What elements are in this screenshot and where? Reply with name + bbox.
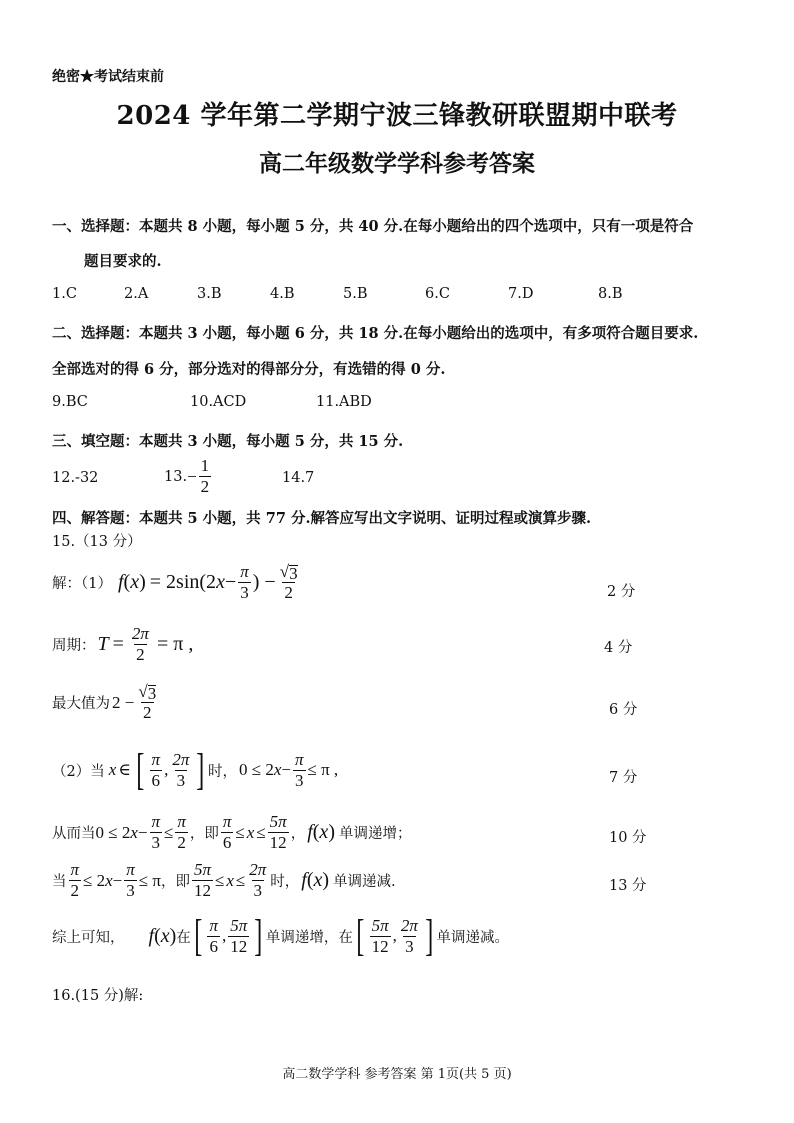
radicand: 3 [147,684,157,703]
fraction: √ 3 2 [138,682,157,722]
radicand: 3 [289,564,298,583]
text: 时， [270,874,300,890]
fraction [293,750,306,791]
answer-6: 6.C [425,286,450,302]
denominator: 3 [405,936,414,956]
numerator: π [151,749,161,769]
text: 单调递减。 [436,929,510,946]
step-label: 最大值为 [52,696,110,712]
denominator: 3 [151,833,160,852]
page-title: 2024 学年第二学期宁波三锋教研联盟期中联考 [116,101,678,131]
fraction [192,860,213,901]
answer-8: 8.B [598,286,623,302]
q15-line4: （2）当 x ∈ [ $\frac{\pi}{6}$ , $\frac{2\pi}{3}$ ] 时， 0 ≤ 2 x − $\frac{\pi}{3}$ ≤ π , [52,745,339,794]
func-f: f [117,571,124,593]
var-x: x [108,760,117,779]
fraction [170,750,191,791]
denominator: 12 [269,833,287,852]
denominator: 12 [193,881,211,900]
numerator: π [209,915,218,935]
text: 单调递增，在 [265,929,353,946]
numerator: π [151,812,161,831]
q15-line6: 当 $\frac{\pi}{2}$ ≤ 2 x − $\frac{\pi}{3}$ ≤ π ，即 $\frac{5\pi}{12}$ ≤ x ≤ $\frac{2\pi}{3}$ 时， f ( x ) 单调递减. [52,860,396,900]
numerator: 2π [400,915,418,935]
denominator: 3 [240,583,249,602]
equals: = [112,633,124,655]
answer-13 [164,456,213,497]
numerator: 2π [249,860,267,879]
section2-heading: 二、选择题：本题共 3 小题，每小题 6 分，共 18 分.在每小题给出的选项中，有多项符合题目要求. [52,325,699,342]
denominator: 2 [177,833,186,852]
fraction: √ 3 2 [279,562,298,602]
minus-sign: − [281,760,291,779]
q15-line2 [52,624,193,665]
denominator: 6 [222,833,232,852]
var-x: x [160,924,170,947]
element-of: ∈ [118,760,131,779]
answer-14: 14.7 [282,470,315,486]
score-2: 2 分 [607,584,636,600]
le-sign: ≤ [235,822,245,842]
page-footer: 高二数学学科 参考答案 第 1页(共 5 页) [282,1067,512,1082]
fraction [238,562,251,603]
denominator: 2 [136,645,145,664]
text: ， [290,826,306,842]
expr: = π , [156,633,194,655]
denominator: 2 [143,703,152,722]
denominator: 2 [200,477,210,496]
numerator: 5π [230,915,248,935]
fraction [150,750,163,791]
denominator: 3 [295,770,304,790]
step-label: 解：（1） [52,576,112,592]
text: ，即 [160,874,190,890]
answer-9: 9.BC [52,394,88,410]
text: 单调递增； [338,826,412,842]
minus-sign: − [137,822,148,842]
func-f: f [301,869,307,891]
numerator: 1 [200,456,210,475]
text: 单调递减. [333,874,396,890]
text: 在 [176,929,191,946]
denominator: 2 [284,583,293,602]
text: 从而当 [52,826,96,842]
numerator: 2π [172,749,190,769]
denominator: 12 [230,936,248,956]
fraction [130,624,151,665]
answer-5: 5.B [343,286,368,302]
page-subtitle: 高二年级数学学科参考答案 [259,150,535,177]
answer-3: 3.B [197,286,222,302]
le-sign: ≤ [256,822,266,842]
answer-11: 11.ABD [316,394,372,410]
numerator: 2π [131,624,149,643]
denominator: 3 [253,881,262,900]
func-f: f [307,821,313,843]
q15-line1: 解：（1） f ( x ) = 2sin(2 x − $\frac{\pi}{3}$ ) − √ 3 2 [52,562,298,602]
score-10: 10 分 [609,830,647,846]
section4-heading: 四、解答题：本题共 5 小题，共 77 分.解答应写出文字说明、证明过程或演算步骤. [52,510,592,527]
answer-13-label: 13. [164,468,188,485]
section3-heading: 三、填空题：本题共 3 小题，每小题 5 分，共 15 分. [52,433,404,450]
expr: 0 ≤ 2 [95,822,131,842]
expr: ≤ π [138,870,161,890]
score-4: 4 分 [604,640,633,656]
expr: = 2sin(2 [149,571,217,593]
var-x: x [105,870,113,890]
var-T: T [97,633,109,655]
text: ，即 [189,826,219,842]
fraction [247,860,268,901]
numerator: π [294,749,304,769]
minus-sign: − [187,466,197,486]
var-x: x [273,760,282,779]
numerator: π [240,562,249,581]
text: 综上可知， [52,929,125,946]
answer-12: 12.-32 [52,470,99,486]
numerator: 5π [371,915,389,935]
fraction [399,916,420,957]
minus-sign: − [224,571,237,593]
comma: , [164,760,169,779]
fraction [124,860,137,901]
fraction [221,812,234,853]
text: 时， [208,763,237,780]
section1-heading-cont: 题目要求的. [84,253,162,270]
fraction [370,916,391,957]
denominator: 2 [70,881,80,900]
var-x: x [216,571,225,593]
le-sign: ≤ [164,822,174,842]
answer-2: 2.A [124,286,149,302]
q15-label: 15.（13 分） [52,534,142,550]
numerator: π [222,812,232,831]
func-f: f [148,924,155,947]
denominator: 3 [176,770,186,790]
q15-line7: 综上可知， f ( x ) 在 [ $\frac{\pi}{6}$ , $\frac{5\pi}{12}$ ] 单调递增，在 [ $\frac{5\pi}{12}$ , $\frac{2\pi}{3}$ ] 单调递减。 [52,911,510,960]
text: 当 [52,874,67,890]
expr: 0 ≤ 2 [239,760,274,779]
var-x: x [319,821,329,843]
q15-line5: 从而当 0 ≤ 2 x − $\frac{\pi}{3}$ ≤ $\frac{\pi}{2}$ ，即 $\frac{\pi}{6}$ ≤ x ≤ $\frac{5\pi}{12}$ ， f ( x ) 单调递增； [52,812,412,852]
numerator: 5π [193,860,211,879]
numerator: 5π [269,812,287,831]
denominator: 6 [209,936,218,956]
answer-1: 1.C [52,286,77,302]
var-x: x [130,571,140,593]
var-x: x [226,870,234,890]
var-x: x [246,822,255,842]
fraction [199,456,212,497]
score-6: 6 分 [609,702,638,718]
fraction [175,812,188,853]
fraction [228,916,249,957]
denominator: 3 [126,881,135,900]
expr: ) − [252,571,276,593]
comma: , [221,926,227,945]
answer-7: 7.D [508,286,534,302]
step-label: 周期： [52,638,96,654]
expr: 2 − [112,692,135,712]
fraction [69,860,82,901]
answer-4: 4.B [270,286,295,302]
step-label: （2）当 [52,763,105,780]
numerator: π [70,860,80,879]
secret-label: 绝密★考试结束前 [52,69,164,85]
q16-label: 16.(15 分)解: [52,988,144,1004]
fraction [268,812,289,853]
expr: ≤ π , [307,760,339,779]
fraction [207,916,220,957]
le-sign: ≤ [215,870,225,890]
comma: , [392,926,397,945]
section1-heading: 一、选择题：本题共 8 小题，每小题 5 分，共 40 分.在每小题给出的四个选项中，只有一项是符合 [52,218,694,235]
section2-heading-cont: 全部选对的得 6 分，部分选对的得部分分，有选错的得 0 分. [52,361,446,378]
var-x: x [313,869,323,891]
le-sign: ≤ [235,870,246,890]
score-13: 13 分 [609,878,647,894]
denominator: 6 [151,770,161,790]
minus-sign: − [112,870,123,890]
score-7: 7 分 [609,770,638,786]
var-x: x [130,822,138,842]
fraction [149,812,162,853]
denominator: 12 [371,936,389,956]
numerator: π [177,812,186,831]
q15-line3 [52,682,160,723]
answer-10: 10.ACD [190,394,247,410]
numerator: π [126,860,135,879]
expr: ≤ 2 [83,870,106,890]
